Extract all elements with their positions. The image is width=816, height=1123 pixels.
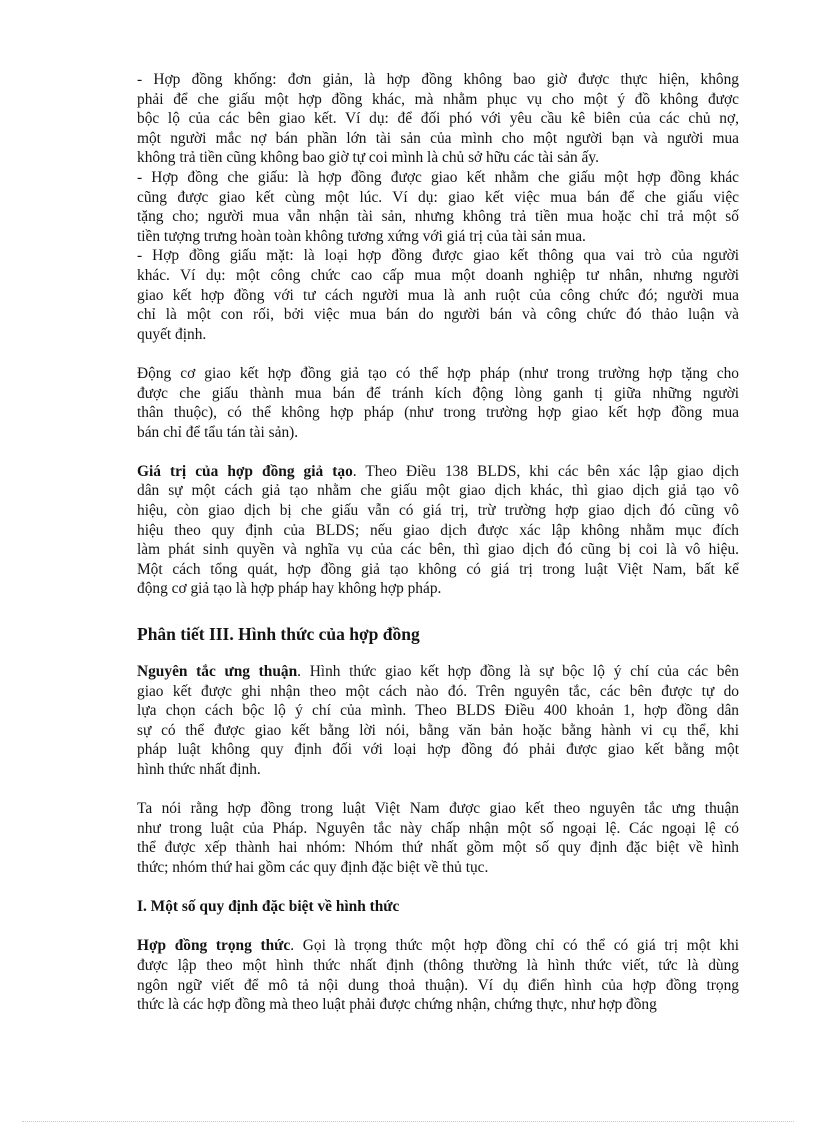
- page-bottom-rule: [22, 1121, 794, 1122]
- text-line: khác. Ví dụ: một công chức cao cấp mua một doanh nghiệp tư nhân, nhưng người: [137, 266, 739, 284]
- text-line: được lập theo một hình thức nhất định (thông thường là hình thức viết, tức là dùng: [137, 956, 739, 974]
- paragraph-exceptions: [137, 799, 739, 877]
- text-line: chỉ là một con rối, bởi việc mua bán do người bán và công chức đó thảo luận và: [137, 306, 739, 324]
- text-line: bộc lộ của các bên giao kết. Ví dụ: để đối phó với yêu cầu kê biên của các chủ nợ,: [137, 110, 739, 128]
- subsection-heading: I. Một số quy định đặc biệt về hình thức: [137, 898, 400, 916]
- text-line: lựa chọn cách bộc lộ ý chí của mình. Theo BLDS Điều 400 khoản 1, hợp đồng dân: [137, 702, 739, 720]
- paragraph-lead-term: Nguyên tắc ưng thuận: [137, 663, 298, 681]
- text-line: hiệu, còn giao dịch bị che giấu vẫn có giá trị, trừ trường hợp giao dịch đó cũng vô: [137, 502, 739, 520]
- text-line: Một cách tổng quát, hợp đồng giả tạo không có giá trị trong luật Việt Nam, bất kể: [137, 560, 739, 578]
- paragraph-body-lines: [137, 956, 739, 1015]
- text-line: không trả tiền cũng không bao giờ tự coi mình là chủ sở hữu các tài sản ấy.: [137, 149, 599, 167]
- text-line: tặng cho; người mua vẫn nhận tài sản, nhưng không trả tiền mua hoặc chỉ trả một số: [137, 208, 739, 226]
- text-line: ngôn ngữ viết để mô tả nội dung thoả thuận). Ví dụ điển hình của hợp đồng trọng: [137, 976, 739, 994]
- text-line: như trong luật của Pháp. Nguyên tắc này chấp nhận một số ngoại lệ. Các ngoại lệ có: [137, 819, 739, 837]
- paragraph-value-of-fake-contract: [137, 462, 739, 599]
- text-line: sự có thể được giao kết bằng lời nói, bằng văn bản hoặc bằng hành vi cụ thể, khi: [137, 721, 739, 739]
- text-line: giao kết được ghi nhận theo một cách nào đó. Trên nguyên tắc, các bên được tự do: [137, 682, 739, 700]
- text-line: quyết định.: [137, 325, 207, 343]
- text-line: dân sự một cách giả tạo nhằm che giấu một giao dịch khác, thì giao dịch giả tạo vô: [137, 482, 739, 500]
- text-line: thân thuộc), có thể không hợp pháp (như trong trường hợp giao kết hợp đồng mua: [137, 404, 739, 422]
- text-line: - Hợp đồng che giấu: là hợp đồng được giao kết nhằm che giấu một hợp đồng khác: [137, 168, 739, 186]
- paragraph-spacer: [137, 780, 739, 800]
- text-line: được che giấu thành mua bán để tránh kích động lòng ganh tị giữa những người: [137, 384, 739, 402]
- text-line: Động cơ giao kết hợp đồng giả tạo có thể hợp pháp (như trong trường hợp tặng cho: [137, 364, 739, 382]
- text-line: phải để che giấu một hợp đồng khác, mà nhằm phục vụ cho một ý đồ không được: [137, 90, 739, 108]
- section-heading: Phân tiết III. Hình thức của hợp đồng: [137, 624, 420, 645]
- text-line: tiền tượng trưng hoàn toàn không tương xứng với giá trị của tài sản mua.: [137, 227, 586, 245]
- text-line: - Hợp đồng giấu mặt: là loại hợp đồng được giao kết thông qua vai trò của người: [137, 247, 739, 265]
- paragraph-body-lines: [137, 682, 739, 780]
- text-line: hình thức nhất định.: [137, 761, 261, 778]
- paragraph-spacer: [137, 344, 739, 364]
- paragraph-body-lines: [137, 481, 739, 599]
- paragraph-first-line-text: . Hình thức giao kết hợp đồng là sự bộc lộ ý chí của các bên: [297, 663, 739, 681]
- document-page: [137, 70, 739, 1015]
- paragraph-motive: [137, 364, 739, 442]
- text-line: - Hợp đồng khống: đơn giản, là hợp đồng không bao giờ được thực hiện, không: [137, 71, 739, 88]
- paragraph-spacer: [137, 917, 739, 937]
- paragraph-formal-contract: [137, 936, 739, 1014]
- text-line: bán chỉ để tẩu tán tài sản).: [137, 423, 299, 441]
- paragraph-spacer: [137, 442, 739, 462]
- text-line: pháp luật không quy định đối với loại hợp đồng đó phải được giao kết bằng một: [137, 741, 739, 759]
- text-line: hiệu theo quy định của BLDS; nếu giao dịch được xác lập không nhằm mục đích: [137, 521, 739, 539]
- text-line: cũng được giao kết cùng một lúc. Ví dụ: giao kết việc mua bán để che giấu việc: [137, 188, 739, 206]
- text-line: Ta nói rằng hợp đồng trong luật Việt Nam được giao kết theo nguyên tắc ưng thuận: [137, 800, 739, 818]
- paragraph-lead-term: Giá trị của hợp đồng giả tạo: [137, 462, 353, 480]
- paragraph-first-line-text: . Theo Điều 138 BLDS, khi các bên xác lập giao dịch: [352, 462, 739, 480]
- paragraph-spacer: [137, 878, 739, 898]
- paragraph-contract-types: [137, 70, 739, 344]
- paragraph-first-line-text: . Gọi là trọng thức một hợp đồng chỉ có thể có giá trị một khi: [290, 937, 740, 955]
- paragraph-lead-term: Hợp đồng trọng thức: [137, 937, 291, 955]
- text-line: làm phát sinh quyền và nghĩa vụ của các bên, thì giao dịch đó cũng bị coi là vô hiệu.: [137, 541, 739, 559]
- text-line: giao kết hợp đồng với tư cách người mua là anh ruột của công chức đó; người mua: [137, 286, 739, 304]
- text-line: thể được xếp thành hai nhóm: Nhóm thứ nhất gồm một số quy định đặc biệt về hình: [137, 839, 739, 857]
- paragraph-spacer: [137, 646, 739, 662]
- text-line: động cơ giả tạo là hợp pháp hay không hợp pháp.: [137, 580, 442, 598]
- paragraph-spacer: [137, 599, 739, 622]
- text-line: một người mắc nợ bán phần lớn tài sản của mình cho một người bạn và người mua: [137, 129, 739, 147]
- text-line: thức; nhóm thứ hai gồm các quy định đặc biệt về thủ tục.: [137, 858, 489, 876]
- paragraph-consensual-principle: [137, 662, 739, 780]
- text-line: thức là các hợp đồng mà theo luật phải được chứng nhận, chứng thực, như hợp đồng: [137, 996, 657, 1014]
